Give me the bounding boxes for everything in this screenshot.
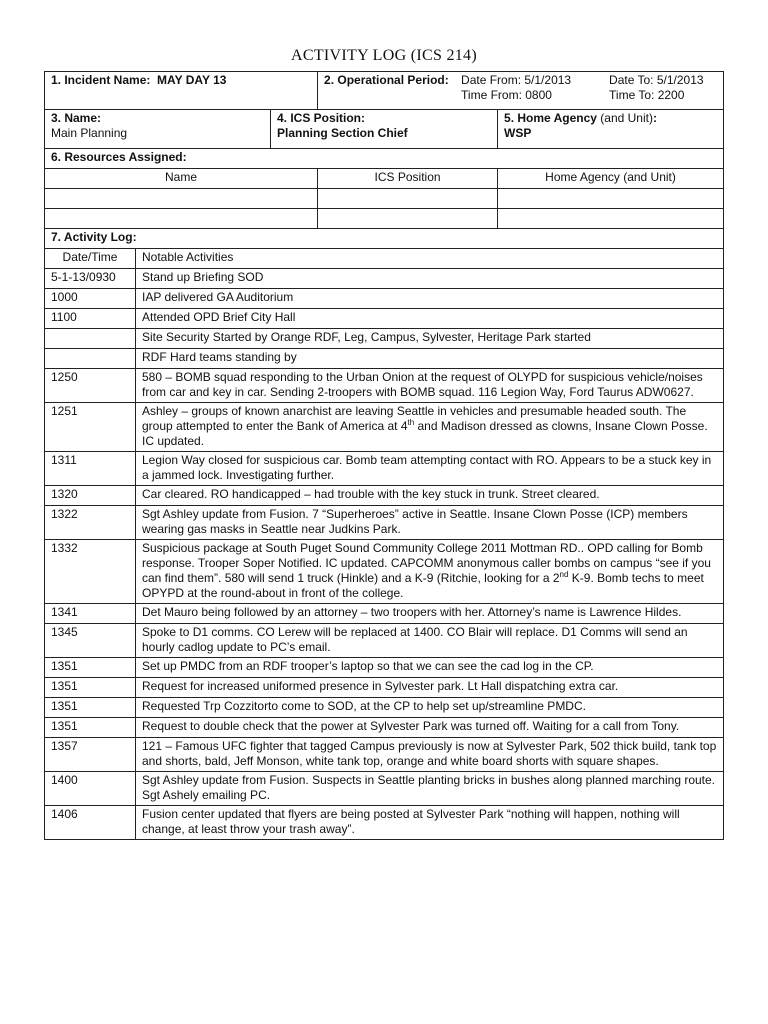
resources-cell[interactable] (318, 209, 498, 229)
operational-period-cell (318, 72, 724, 110)
activity-text: Sgt Ashley update from Fusion. 7 “Superheroes” active in Seattle. Insane Clown Posse (ICP) members wearing gas masks in Seattle near Judkins Park. (136, 506, 724, 540)
resources-header-ics-position: ICS Position (318, 169, 498, 189)
activity-row (45, 540, 724, 604)
activity-time: 1332 (45, 540, 136, 604)
activity-log-label: 7. Activity Log: (45, 229, 724, 249)
activity-time (45, 349, 136, 369)
name-label: 3. Name: (51, 111, 102, 125)
home-agency-value: WSP (504, 126, 532, 140)
activity-row (45, 452, 724, 486)
name-value: Main Planning (51, 126, 128, 140)
activity-time: 1341 (45, 604, 136, 624)
activity-text: Stand up Briefing SOD (136, 269, 724, 289)
activity-text: Legion Way closed for suspicious car. Bomb team attempting contact with RO. Appears to be a stuck key in a jammed lock. Investigating further. (136, 452, 724, 486)
resources-header-row (45, 169, 724, 189)
ics-position-cell (271, 110, 498, 149)
activity-text: Suspicious package at South Puget Sound Community College 2011 Mottman RD.. OPD calling for Bomb response. Trooper Soper Notified. IC updated. CAPCOMM anonymous caller bombs on campus “see if you can find them”. 580 will send 1 truck (Hinkle) and a K-9 (Ritchie, looking for a 2nd K-9. Bomb techs to meet OPYPD at the round-about in front of the college. (136, 540, 724, 604)
activity-row (45, 772, 724, 806)
activity-text: Set up PMDC from an RDF trooper’s laptop so that we can see the cad log in the CP. (136, 658, 724, 678)
activity-text: Fusion center updated that flyers are being posted at Sylvester Park “nothing will happen, nothing will change, at least throw your trash away”. (136, 806, 724, 840)
activity-time: 1000 (45, 289, 136, 309)
activity-row (45, 329, 724, 349)
activity-log-label-row (45, 229, 724, 249)
activity-header-notable: Notable Activities (136, 249, 724, 269)
activity-row (45, 369, 724, 403)
header-row-2 (45, 110, 724, 149)
activity-text: RDF Hard teams standing by (136, 349, 724, 369)
ics-214-form (44, 71, 724, 840)
activity-row (45, 806, 724, 840)
incident-name-cell (45, 72, 318, 110)
activity-time (45, 329, 136, 349)
resources-cell[interactable] (45, 189, 318, 209)
date-to: Date To: 5/1/2013 (609, 73, 704, 87)
activity-text: Sgt Ashley update from Fusion. Suspects in Seattle planting bricks in bushes along planned marching route. Sgt Ashely emailing PC. (136, 772, 724, 806)
resources-row (45, 209, 724, 229)
activity-time: 1406 (45, 806, 136, 840)
resources-header-name: Name (45, 169, 318, 189)
activity-text: Car cleared. RO handicapped – had trouble with the key stuck in trunk. Street cleared. (136, 486, 724, 506)
activity-text: 580 – BOMB squad responding to the Urban Onion at the request of OLYPD for suspicious vehicle/noises from car and key in car. Sending 2-troopers with BOMB squad. 116 Legion Way, Ford Taurus ADW0627. (136, 369, 724, 403)
activity-row (45, 678, 724, 698)
time-to: Time To: 2200 (609, 88, 685, 102)
activity-row (45, 486, 724, 506)
name-cell (45, 110, 271, 149)
activity-text: Requested Trp Cozzitorto come to SOD, at the CP to help set up/streamline PMDC. (136, 698, 724, 718)
activity-time: 1351 (45, 718, 136, 738)
resources-header-home-agency: Home Agency (and Unit) (498, 169, 724, 189)
resources-cell[interactable] (45, 209, 318, 229)
activity-row (45, 269, 724, 289)
activity-text: Det Mauro being followed by an attorney – two troopers with her. Attorney’s name is Lawrence Hildes. (136, 604, 724, 624)
activity-time: 1357 (45, 738, 136, 772)
activity-row (45, 738, 724, 772)
activity-row (45, 604, 724, 624)
activity-row (45, 289, 724, 309)
superscript: nd (559, 570, 569, 579)
activity-row (45, 718, 724, 738)
activity-text: Spoke to D1 comms. CO Lerew will be replaced at 1400. CO Blair will replace. D1 Comms will send an hourly cadlog update to PC’s email. (136, 624, 724, 658)
activity-text: IAP delivered GA Auditorium (136, 289, 724, 309)
resources-assigned-label: 6. Resources Assigned: (45, 149, 724, 169)
resources-cell[interactable] (498, 209, 724, 229)
ics-position-value: Planning Section Chief (277, 126, 408, 140)
header-row-1 (45, 72, 724, 110)
activity-row (45, 349, 724, 369)
activity-row (45, 658, 724, 678)
activity-log-header-row (45, 249, 724, 269)
activity-row (45, 309, 724, 329)
activity-time: 5-1-13/0930 (45, 269, 136, 289)
activity-time: 1311 (45, 452, 136, 486)
resources-row (45, 189, 724, 209)
activity-time: 1320 (45, 486, 136, 506)
resources-cell[interactable] (318, 189, 498, 209)
activity-header-datetime: Date/Time (45, 249, 136, 269)
activity-time: 1250 (45, 369, 136, 403)
activity-row (45, 624, 724, 658)
activity-row (45, 403, 724, 452)
resources-cell[interactable] (498, 189, 724, 209)
activity-time: 1100 (45, 309, 136, 329)
activity-time: 1251 (45, 403, 136, 452)
activity-time: 1400 (45, 772, 136, 806)
activity-time: 1345 (45, 624, 136, 658)
activity-time: 1351 (45, 698, 136, 718)
activity-time: 1322 (45, 506, 136, 540)
activity-text: Attended OPD Brief City Hall (136, 309, 724, 329)
date-from: Date From: 5/1/2013 (461, 73, 572, 87)
ics-position-label: 4. ICS Position: (277, 111, 366, 125)
activity-time: 1351 (45, 658, 136, 678)
activity-text: Site Security Started by Orange RDF, Leg, Campus, Sylvester, Heritage Park started (136, 329, 724, 349)
incident-name-value: MAY DAY 13 (157, 73, 227, 87)
home-agency-label: 5. Home Agency (and Unit): (504, 111, 657, 125)
operational-period-label: 2. Operational Period: (324, 73, 449, 87)
activity-text: 121 – Famous UFC fighter that tagged Campus previously is now at Sylvester Park, 502 thick build, tank top and shorts, bald, Jeff Monson, white tank top, orange and white board shorts with square shapes. (136, 738, 724, 772)
activity-text: Request to double check that the power at Sylvester Park was turned off. Waiting for a call from Tony. (136, 718, 724, 738)
home-agency-cell (498, 110, 724, 149)
resources-assigned-row (45, 149, 724, 169)
activity-row (45, 698, 724, 718)
superscript: th (407, 418, 415, 427)
activity-text: Request for increased uniformed presence in Sylvester park. Lt Hall dispatching extra car. (136, 678, 724, 698)
activity-time: 1351 (45, 678, 136, 698)
activity-row (45, 506, 724, 540)
incident-name-label: 1. Incident Name: (51, 73, 151, 87)
time-from: Time From: 0800 (461, 88, 552, 102)
activity-text: Ashley – groups of known anarchist are leaving Seattle in vehicles and presumable headed south. The group attempted to enter the Bank of America at 4th and Madison dressed as clowns, Insane Clown Posse. IC updated. (136, 403, 724, 452)
page-title: ACTIVITY LOG (ICS 214) (291, 47, 477, 64)
